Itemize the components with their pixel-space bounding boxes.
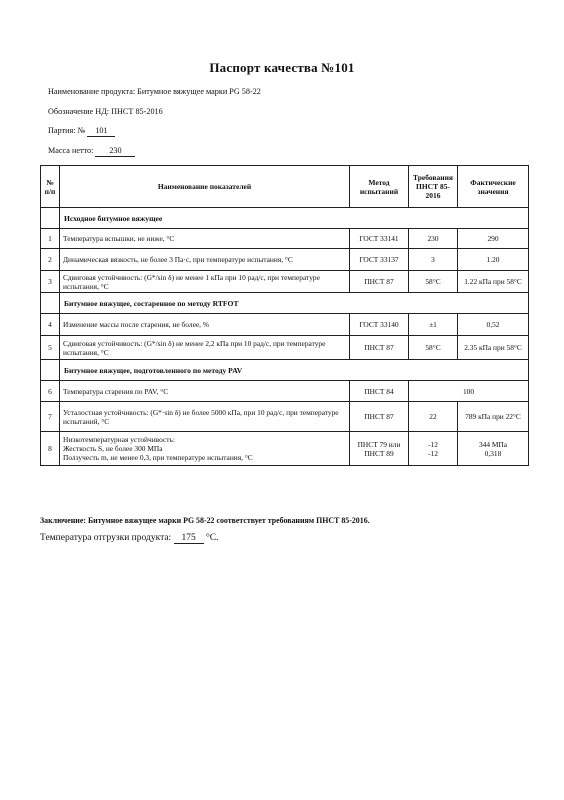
row-name-line: Ползучесть m, не менее 0,3, при температуре испытания, °С [63,453,253,462]
row-requirement: 230 [409,229,458,249]
row-name: Температура старения по PAV, °С [60,381,350,402]
conclusion: Заключение: Битумное вяжущее марки PG 58-22 соответствует требованиям ПНСТ 85-2016. [40,516,370,525]
header-name: Наименование показателей [60,166,350,208]
row-actual [458,432,529,466]
row-name: Динамическая вязкость, не более 3 Па·с, при температуре испытания, °С [60,249,350,271]
row-number: 2 [41,249,60,271]
row-name: Сдвиговая устойчивость: (G*/sin δ) не менее 1 кПа при 10 рад/с, при температуре испытания, °С [60,271,350,293]
temperature-value: 175 [174,533,204,544]
document-title: Паспорт качества №101 [209,60,355,75]
row-method: ПНСТ 87 [350,336,409,360]
row-requirement-line: -12 [428,448,438,458]
mass-label: Масса нетто: [48,146,94,155]
row-actual: 2.35 кПа при 58°С [458,336,529,360]
row-name: Температура вспышки, не ниже, °С [60,229,350,249]
row-method: ГОСТ 33141 [350,229,409,249]
row-method: ПНСТ 87 [350,271,409,293]
section-row [41,293,529,314]
row-actual: 290 [458,229,529,249]
quality-table [40,165,529,466]
row-requirement: 22 [409,402,458,432]
row-name: Усталостная устойчивость: (G*·sin δ) не более 5000 кПа, при 10 рад/с, при температуре испытаний, °С [60,402,350,432]
row-number: 7 [41,402,60,432]
table-row [41,336,529,360]
header-actual: Фактические значения [458,166,529,208]
normative-document: Обозначение НД: ПНСТ 85-2016 [48,107,163,116]
row-name: Изменение массы после старения, не более, % [60,314,350,336]
row-number: 4 [41,314,60,336]
shipping-temperature-line [40,533,218,544]
row-actual-line: 344 МПа [478,439,508,449]
table-row [41,229,529,249]
row-actual-line: 0,318 [484,448,502,458]
temperature-label: Температура отгрузки продукта: [40,533,172,543]
table-row [41,249,529,271]
row-name-line: Низкотемпературная устойчивость: [63,435,175,444]
table-row [41,402,529,432]
row-actual: 1.20 [458,249,529,271]
row-number: 5 [41,336,60,360]
section-title: Битумное вяжущее, состаренное по методу RTFOT [60,293,529,314]
mass-value: 230 [95,146,135,157]
row-requirement: 3 [409,249,458,271]
batch-value: 101 [87,126,115,137]
row-requirement: 58°С [409,271,458,293]
section-row [41,360,529,381]
row-method: ПНСТ 87 [350,402,409,432]
row-number: 6 [41,381,60,402]
table-row [41,432,529,466]
row-actual: 789 кПа при 22°С [458,402,529,432]
header-number: № п/п [41,166,60,208]
row-actual: 1.22 кПа при 58°С [458,271,529,293]
product-name: Наименование продукта: Битумное вяжущее марки PG 58-22 [48,87,261,96]
section-row [41,208,529,229]
row-requirement [409,432,458,466]
row-number: 3 [41,271,60,293]
section-title: Битумное вяжущее, подготовленного по методу PAV [60,360,529,381]
row-name: Сдвиговая устойчивость: (G*/sin δ) не менее 2,2 кПа при 10 рад/с, при температуре испытания, °С [60,336,350,360]
row-number: 8 [41,432,60,466]
row-name-line: Жесткость S, не более 300 МПа [63,444,163,453]
mass-line [48,146,135,157]
row-number: 1 [41,229,60,249]
section-title: Исходное битумное вяжущее [60,208,529,229]
header-method: Метод испытаний [350,166,409,208]
header-requirements: Требования ПНСТ 85-2016 [409,166,458,208]
row-method: ПНСТ 84 [350,381,409,402]
row-method: ПНСТ 79 или ПНСТ 89 [350,432,409,466]
row-method: ГОСТ 33140 [350,314,409,336]
batch-line [48,126,115,137]
row-requirement: ±1 [409,314,458,336]
row-actual: 0,52 [458,314,529,336]
row-method: ГОСТ 33137 [350,249,409,271]
table-row [41,381,529,402]
table-row [41,271,529,293]
temperature-unit: °С. [205,533,219,543]
batch-label: Партия: № [48,126,86,135]
row-requirement-line: -12 [428,439,438,449]
table-header-row [41,166,529,208]
row-name [60,432,350,466]
row-requirement: 58°С [409,336,458,360]
row-requirement-actual: 100 [409,381,529,402]
table-row [41,314,529,336]
